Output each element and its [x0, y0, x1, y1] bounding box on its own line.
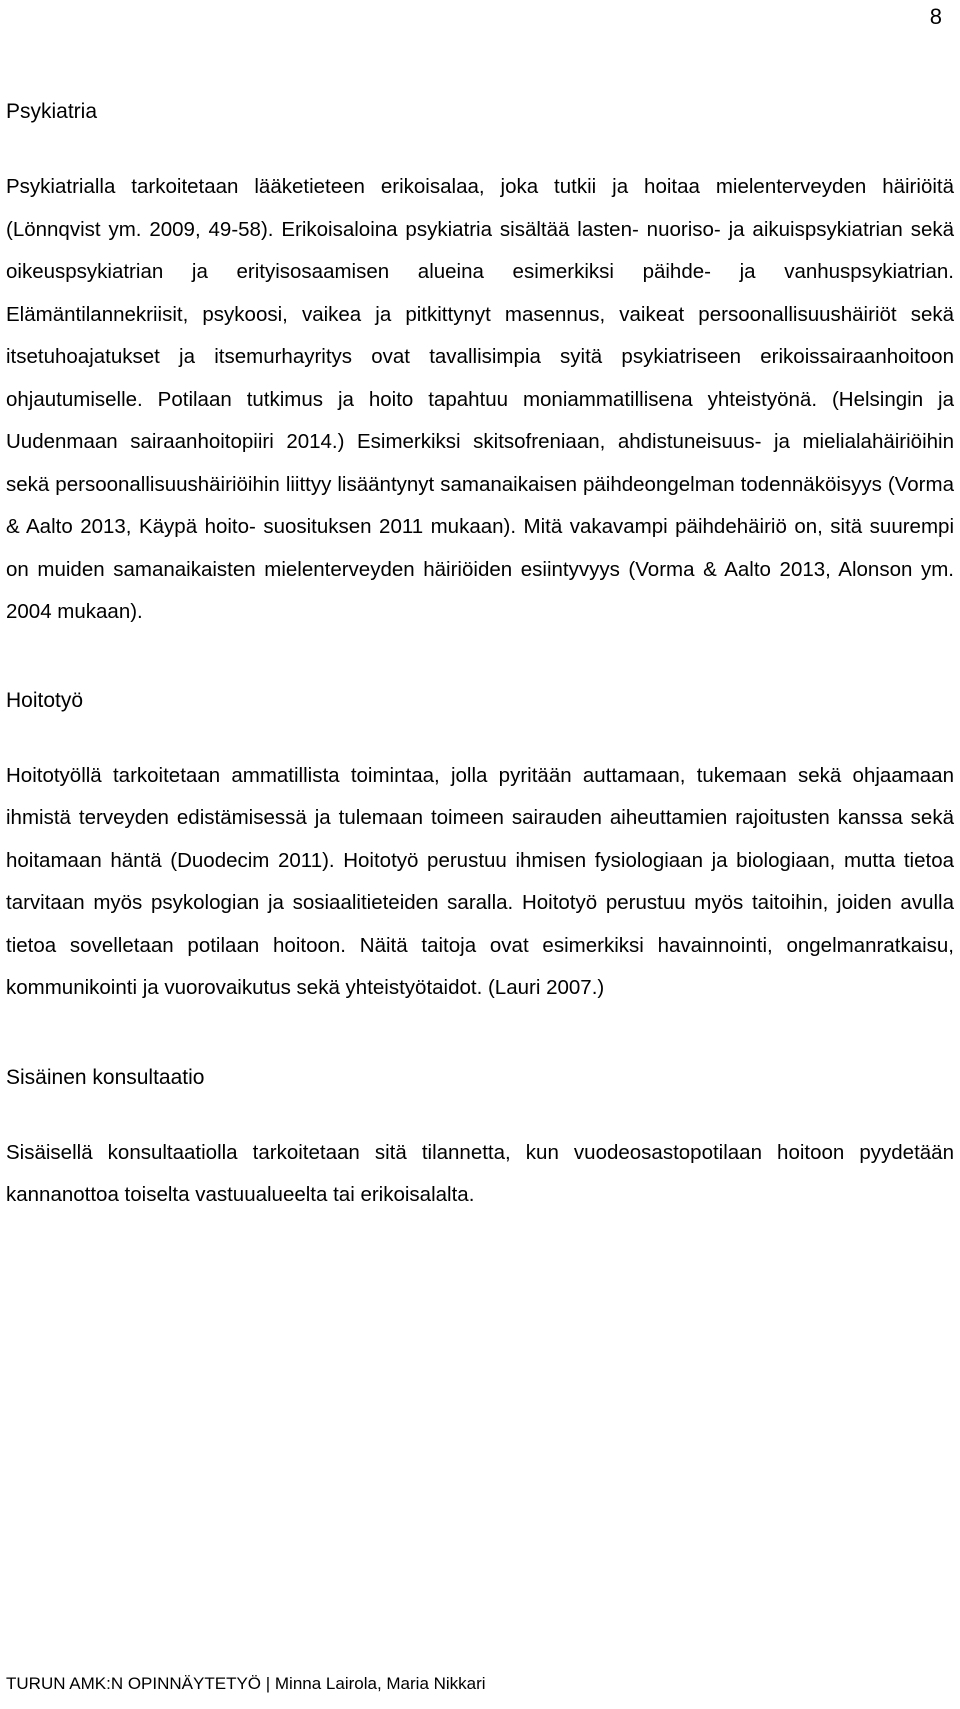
page-footer: TURUN AMK:N OPINNÄYTETYÖ | Minna Lairola, Maria Nikkari — [6, 1674, 486, 1693]
section-heading-sisainen-konsultaatio: Sisäinen konsultaatio — [6, 1065, 205, 1089]
section-paragraph-sisainen-konsultaatio: Sisäisellä konsultaatiolla tarkoitetaan sitä tilannetta, kun vuodeosastopotilaan hoitoon pyydetään kannanottoa toiselta vastuualueelta tai erikoisalalta. — [6, 1140, 954, 1206]
document-body — [6, 96, 954, 1217]
page-number: 8 — [929, 4, 942, 29]
section-heading-psykiatria: Psykiatria — [6, 100, 98, 123]
section-paragraph-hoitotyo: Hoitotyöllä tarkoitetaan ammatillista toimintaa, jolla pyritään auttamaan, tukemaan sekä ohjaamaan ihmistä terveyden edistämisessä ja tulemaan toimeen sairauden aiheuttamien rajoitusten kanssa sekä hoitamaan häntä (Duodecim 2011). Hoitotyö perustuu ihmisen fysiologiaan ja biologiaan, mutta tietoa tarvitaan myös psykologian ja sosiaalitieteiden saralla. Hoitotyö perustuu myös taitoihin, joiden avulla tietoa sovelletaan potilaan hoitoon. Näitä taitoja ovat esimerkiksi havainnointi, ongelmanratkaisu, kommunikointi ja vuorovaikutus sekä yhteistyötaidot. (Lauri 2007.) — [6, 763, 954, 999]
section-paragraph-psykiatria: Psykiatrialla tarkoitetaan lääketieteen erikoisalaa, joka tutkii ja hoitaa mielenterveyden häiriöitä (Lönnqvist ym. 2009, 49-58). Erikoisaloina psykiatria sisältää lasten- nuoriso- ja aikuispsykiatrian sekä oikeuspsykiatrian ja erityisosaamisen alueina esimerkiksi päihde- ja vanhuspsykiatrian. Elämäntilannekriisit, psykoosi, vaikea ja pitkittynyt masennus, vaikeat persoonallisuushäiriöt sekä itsetuhoajatukset ja itsemurhayritys ovat tavallisimpia syitä psykiatriseen erikoissairaanhoitoon ohjautumiselle. Potilaan tutkimus ja hoito tapahtuu moniammatillisena yhteistyönä. (Helsingin ja Uudenmaan sairaanhoitopiiri 2014.) Esimerkiksi skitsofreniaan, ahdistuneisuus- ja mielialahäiriöihin sekä persoonallisuushäiriöihin liittyy lisääntynyt samanaikaisen päihdeongelman todennäköisyys (Vorma & Aalto 2013, Käypä hoito- suosituksen 2011 mukaan). Mitä vakavampi päihdehäiriö on, sitä suurempi on muiden samanaikaisten mielenterveyden häiriöiden esiintyvyys (Vorma & Aalto 2013, Alonson ym. 2004 mukaan). — [6, 175, 954, 623]
section-heading-hoitotyo: Hoitotyö — [6, 688, 84, 712]
